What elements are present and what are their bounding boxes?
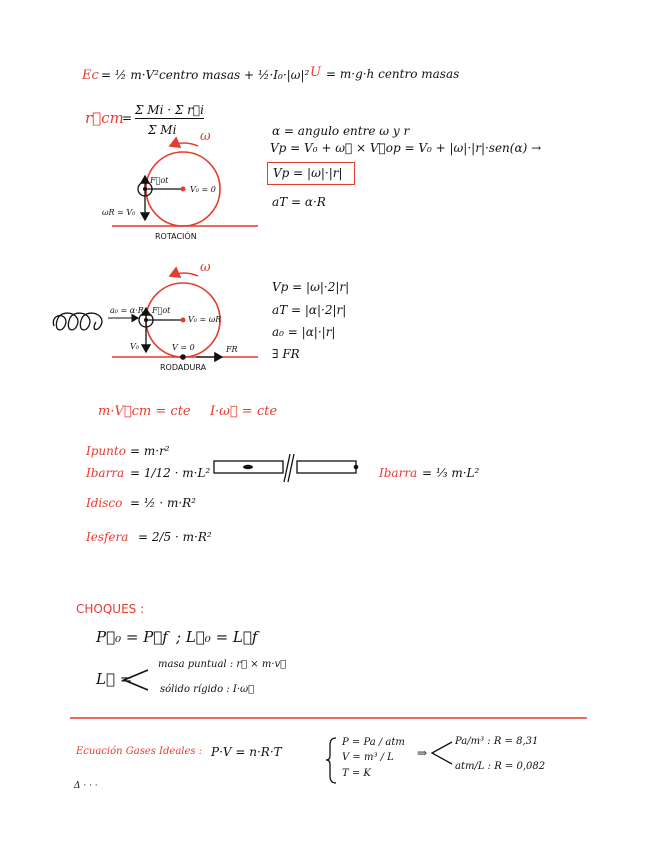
rodadura-omega: ω — [200, 260, 211, 275]
gases-unit-t: T = K — [342, 768, 371, 779]
conservation-linear: m·V⃗cm = cte — [98, 404, 191, 419]
rotation-at: aT = α·R — [272, 195, 326, 209]
rodadura-omega-arrow — [170, 273, 198, 276]
rodadura-caption: RODADURA — [160, 363, 207, 372]
inertia-punto-label: Ipunto — [86, 444, 126, 458]
rotation-omega-arrow — [170, 143, 198, 146]
rodadura-eq-a0: a₀ = |α|·|r| — [272, 325, 336, 339]
gases-unit-p: P = Pa / atm — [342, 737, 405, 748]
inertia-esfera-value: = 2/5 · m·R² — [138, 530, 212, 544]
rodadura-fr: FR — [226, 345, 238, 354]
choques-momentum: P⃗₀ = P⃗f — [96, 628, 168, 646]
spring-icon — [53, 313, 102, 330]
rotation-caption: ROTACIÓN — [155, 232, 197, 241]
rotation-wr: ωR = V₀ — [102, 208, 136, 217]
rotation-omega: ω — [200, 129, 211, 144]
inertia-disco-value: = ½ · m·R² — [130, 496, 196, 510]
choques-case-rigid: sólido rígido : I·ω⃗ — [160, 684, 255, 695]
rodadura-fot: F⃗ot — [152, 306, 171, 315]
cm-equals: = — [122, 111, 133, 125]
cm-label: r⃗cm — [85, 109, 124, 127]
rodadura-eq-vp: Vp = |ω|·2|r| — [272, 280, 350, 294]
rodadura-eq-at: aT = |α|·2|r| — [272, 303, 347, 317]
inertia-barra-value: = 1/12 · m·L² — [130, 466, 211, 480]
inertia-barra-end-label: Ibarra — [379, 466, 418, 480]
potential-formula: = m·g·h centro masas — [326, 67, 460, 81]
conservation-angular: I·ω⃗ = cte — [210, 404, 278, 419]
choques-title: CHOQUES : — [76, 602, 145, 616]
rotation-note-vp: Vp = V₀ + ω⃗ × V⃗op = V₀ + |ω|·|r|·sen(α) → — [270, 141, 542, 155]
cm-numerator: Σ Mi · Σ r⃗i — [135, 103, 204, 117]
rotation-boxed-text: Vp = |ω|·|r| — [273, 166, 343, 180]
gases-r-bracket — [432, 742, 452, 764]
choques-l-symbol: L⃗ = — [96, 670, 133, 688]
choques-angular: ; L⃗₀ = L⃗f — [176, 628, 258, 646]
gases-unit-v: V = m³ / L — [342, 752, 394, 763]
bar-end-axis — [297, 461, 356, 473]
ec-label: Ec — [82, 68, 99, 83]
rodadura-v0: V₀ = ωR — [188, 315, 222, 324]
cm-denominator: Σ Mi — [148, 123, 177, 137]
rodadura-contact-point — [180, 354, 186, 360]
rodadura-a0: a₀ = α·R — [110, 306, 144, 315]
inertia-barra-label: Ibarra — [86, 466, 125, 480]
rodadura-vb: V₀ — [130, 342, 139, 351]
gases-r-atm: atm/L : R = 0,082 — [455, 761, 546, 772]
inertia-esfera-label: Iesfera — [86, 530, 129, 544]
inertia-disco-label: Idisco — [86, 496, 123, 510]
gases-implies: ⇒ — [417, 746, 428, 760]
rodadura-vcontact: V = 0 — [172, 343, 195, 352]
rodadura-eq-fr: ∃ FR — [272, 347, 300, 361]
choques-case-punctual: masa puntual : r⃗ × m·v⃗ — [158, 659, 287, 670]
footer-scribble: Δ · · · — [74, 781, 98, 791]
gases-r-pa: Pa/m³ : R = 8,31 — [455, 736, 539, 747]
gases-equation: P·V = n·R·T — [211, 745, 282, 759]
inertia-punto-value: = m·r² — [130, 444, 170, 458]
rotation-note-alpha: α = angulo entre ω y r — [272, 124, 410, 138]
ec-formula: = ½ m·V²centro masas + ½·I₀·|ω|² — [101, 68, 310, 82]
gases-brace — [326, 738, 336, 783]
rotation-fot: F⃗ot — [150, 176, 169, 185]
rotation-v0: V₀ = 0 — [190, 185, 216, 194]
gases-title: Ecuación Gases Ideales : — [76, 746, 203, 757]
potential-label: U — [310, 65, 321, 80]
inertia-barra-end-value: = ⅓ m·L² — [422, 466, 480, 480]
